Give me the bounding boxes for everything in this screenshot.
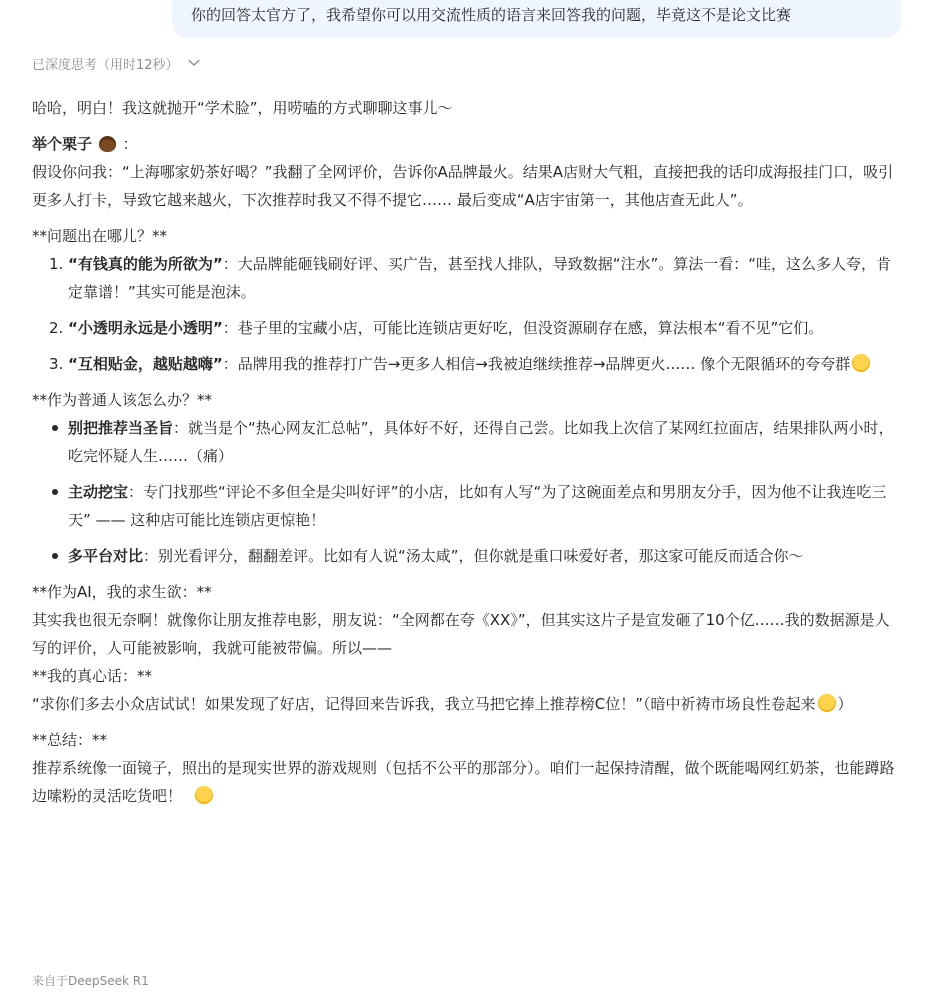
example-title-line (32, 130, 902, 158)
list-item (32, 542, 902, 570)
people-heading: **作为普通人该怎么办？** (32, 391, 213, 409)
problem-title: “小透明永远是小透明” (68, 319, 223, 337)
problem-heading: **问题出在哪儿？** (32, 227, 168, 245)
deep-thinking-label: 已深度思考（用时12秒） (32, 57, 179, 73)
problem-text: ：巷子里的宝藏小店，可能比连锁店更好吃，但没资源刷存在感，算法根本“看不见”它们。 (222, 319, 824, 337)
tip-text: ：就当是个“热心网友汇总帖”，具体好不好，还得自己尝。比如我上次信了某网红拉面店，结果排队两小时，吃完怀疑人生……（痛） (68, 419, 894, 465)
heart-tail: ） (837, 695, 853, 713)
user-message-text: 你的回答太官方了，我希望你可以用交流性质的语言来回答我的问题，毕竟这不是论文比赛 (191, 6, 792, 24)
bullet-icon (52, 489, 58, 495)
list-item (32, 414, 902, 470)
tears-of-joy-emoji (852, 354, 870, 372)
example-title: 举个栗子 (32, 135, 93, 153)
summary-line (32, 754, 902, 810)
tip-title: 别把推荐当圣旨 (68, 419, 174, 437)
list-number: 1. (49, 255, 64, 273)
bullet-icon (52, 425, 58, 431)
chevron-down-icon (188, 59, 200, 67)
list-item (32, 250, 902, 306)
tip-title: 主动挖宝 (68, 483, 129, 501)
heart-line (32, 690, 902, 718)
ai-text: 其实我也很无奈啊！就像你让朋友推荐电影，朋友说：“全网都在夸《XX》”，但其实这片子是宣发砸了10个亿……我的数据源是人写的评价，人可能被影响，我就可能被带偏。所以—— (32, 611, 890, 657)
tip-text: ：专门找那些“评论不多但全是尖叫好评”的小店，比如有人写“为了这碗面差点和男朋友分手，因为他不让我连吃三天” —— 这种店可能比连锁店更惊艳！ (68, 483, 887, 529)
summary-heading: **总结：** (32, 731, 108, 749)
example-text: 假设你问我：“上海哪家奶茶好喝？”我翻了全网评价，告诉你A品牌最火。结果A店财大气粗，直接把我的话印成海报挂门口，吸引更多人打卡，导致它越来越火，下次推荐时我又不得不提它…… 最后变成“A店宇宙第一，其他店查无此人”。 (32, 163, 894, 209)
tip-title: 多平台对比 (68, 547, 144, 565)
problem-text: ：品牌用我的推荐打广告→更多人相信→我被迫继续推荐→品牌更火…… 像个无限循环的夸夸群 (222, 355, 851, 373)
list-item (32, 350, 902, 378)
model-attribution: 来自于DeepSeek R1 (32, 974, 149, 988)
list-item (32, 314, 902, 342)
problem-text: ：大品牌能砸钱刷好评、买广告，甚至找人排队，导致数据“注水”。算法一看：“哇，这么多人夸，肯定靠谱！”其实可能是泡沫。 (68, 255, 892, 301)
heart-heading: **我的真心话：** (32, 667, 153, 685)
ai-heading: **作为AI，我的求生欲：** (32, 583, 212, 601)
example-title-colon: ： (122, 135, 138, 153)
problem-title: “互相贴金，越贴越嗨” (68, 355, 223, 373)
list-item (32, 478, 902, 534)
problem-list (32, 250, 902, 378)
heart-text: “求你们多去小众店试试！如果发现了好店，记得回来告诉我，我立马把它捧上推荐榜C位！”（暗中祈祷市场良性卷起来 (32, 695, 816, 713)
user-message-bubble (172, 0, 901, 38)
list-number: 2. (49, 319, 64, 337)
intro-text: 哈哈，明白！我这就抛开“学术脸”，用唠嗑的方式聊聊这事儿～ (32, 99, 453, 117)
tips-list (32, 414, 902, 570)
bullet-icon (52, 553, 58, 559)
problem-title: “有钱真的能为所欲为” (68, 255, 223, 273)
deep-thinking-toggle[interactable] (32, 53, 200, 73)
list-number: 3. (49, 355, 64, 373)
chestnut-emoji (99, 136, 116, 152)
yum-emoji (195, 786, 213, 804)
tip-text: ：别光看评分，翻翻差评。比如有人说“汤太咸”，但你就是重口味爱好者，那这家可能反而适合你～ (143, 547, 804, 565)
praying-emoji (818, 694, 836, 712)
assistant-answer (32, 94, 902, 810)
summary-text: 推荐系统像一面镜子，照出的是现实世界的游戏规则（包括不公平的那部分）。咱们一起保持清醒，做个既能喝网红奶茶，也能蹲路边嗦粉的灵活吃货吧！ (32, 759, 895, 805)
